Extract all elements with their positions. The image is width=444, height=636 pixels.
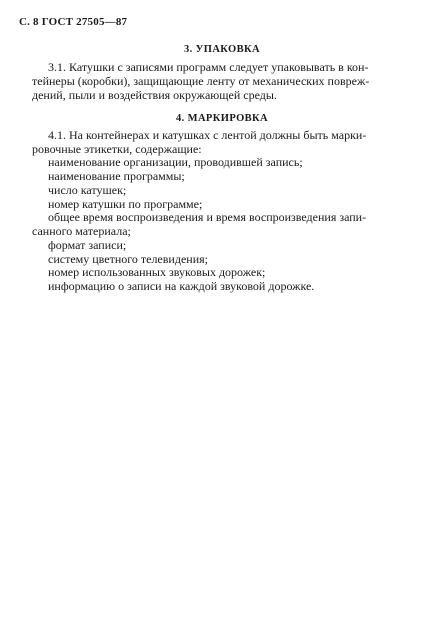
section-4-list-item: номер использованных звуковых дорожек; bbox=[48, 265, 266, 279]
section-4-list-item: информацию о записи на каждой звуковой дорожке. bbox=[48, 279, 315, 293]
section-4-line-2: ровочные этикетки, содержащие: bbox=[32, 142, 202, 156]
section-4-list-item: наименование программы; bbox=[48, 169, 185, 183]
section-4-list-item: число катушек; bbox=[48, 183, 127, 197]
section-4-list-item-continuation: санного материала; bbox=[32, 224, 131, 238]
section-3-line-1: 3.1. Катушки с записями программ следует упаковывать в кон- bbox=[48, 60, 369, 74]
running-head: С. 8 ГОСТ 27505—87 bbox=[19, 16, 128, 28]
section-4-list-item: общее время воспроизведения и время воспроизведения запи- bbox=[48, 210, 367, 224]
section-4-list-item: формат записи; bbox=[48, 238, 127, 252]
section-4-heading: 4. МАРКИРОВКА bbox=[175, 113, 269, 124]
section-4-list-item: наименование организации, проводившей запись; bbox=[48, 155, 303, 169]
section-4-list-item: номер катушки по программе; bbox=[48, 197, 203, 211]
section-4-list-item: систему цветного телевидения; bbox=[48, 252, 208, 266]
section-3-heading: 3. УПАКОВКА bbox=[183, 44, 261, 55]
section-3-line-2: тейнеры (коробки), защищающие ленту от механических повреж- bbox=[32, 74, 370, 88]
section-4-line-1: 4.1. На контейнерах и катушках с лентой должны быть марки- bbox=[48, 128, 367, 142]
section-3-line-3: дений, пыли и воздействия окружающей среды. bbox=[32, 88, 277, 102]
